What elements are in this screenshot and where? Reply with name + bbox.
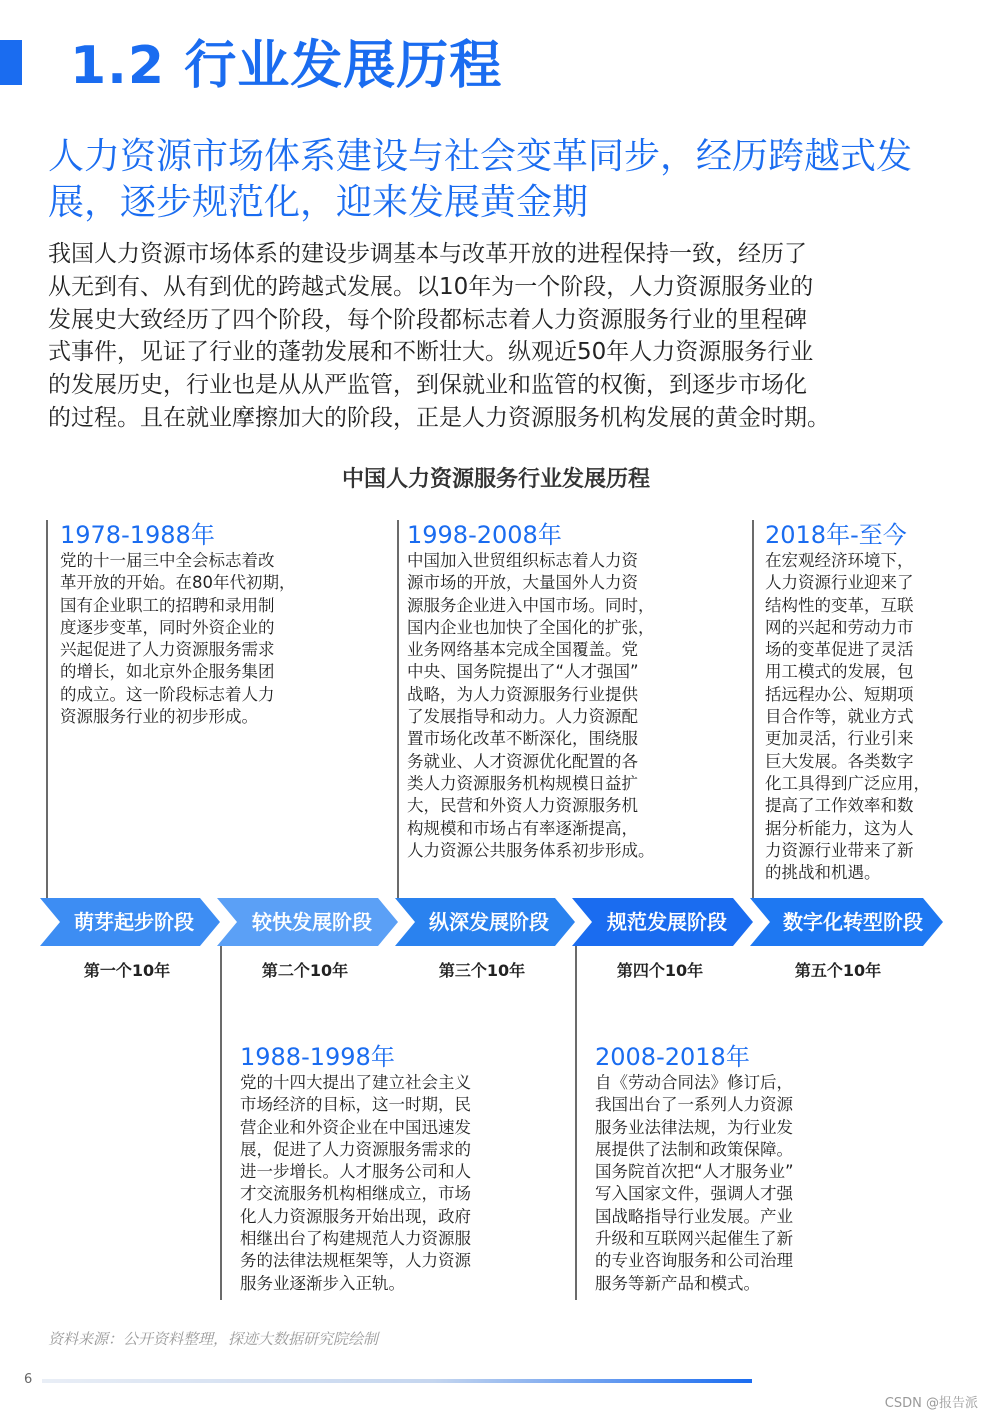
- decade-label: 第二个10年: [261, 961, 349, 980]
- stage-label: 纵深发展阶段: [429, 910, 549, 934]
- period-line: 资源服务行业的初步形成。: [60, 707, 258, 727]
- period-line: 场的变革促进了灵活: [765, 640, 914, 660]
- period-line: 源服务企业进入中国市场。同时，: [407, 595, 655, 615]
- footer-divider: [42, 1379, 752, 1383]
- period-2008-2018: [595, 1042, 794, 1295]
- stage-label: 较快发展阶段: [252, 910, 372, 934]
- period-line: 国战略指导行业发展。产业: [595, 1206, 793, 1226]
- timeline-connector: [220, 946, 222, 1300]
- stage-label: 规范发展阶段: [607, 910, 727, 934]
- period-line: 中央、国务院提出了“人才强国”: [407, 662, 639, 682]
- timeline-connector: [752, 520, 754, 898]
- period-year: 2018年-至今: [765, 521, 907, 549]
- period-line: 写入国家文件，强调人才强: [595, 1184, 793, 1204]
- period-description: [407, 550, 655, 862]
- period-line: 网的兴起和劳动力市: [765, 617, 914, 637]
- watermark: CSDN @报告派: [884, 1396, 978, 1411]
- period-description: [240, 1072, 471, 1295]
- period-1988-1998: [240, 1042, 471, 1295]
- intro-line: 我国人力资源市场体系的建设步调基本与改革开放的进程保持一致，经历了: [48, 241, 807, 267]
- decade-label: 第五个10年: [794, 961, 882, 980]
- period-line: 党的十一届三中全会标志着改: [60, 551, 275, 570]
- source-note: 资料来源：公开资料整理，探迹大数据研究院绘制: [48, 1330, 379, 1348]
- period-line: 置市场化改革不断深化，围绕服: [407, 729, 638, 749]
- decade-label: 第四个10年: [616, 961, 704, 980]
- period-line: 结构性的变革，互联: [765, 595, 914, 615]
- intro-paragraph: [48, 238, 963, 435]
- period-line: 自《劳动合同法》修订后，: [595, 1073, 793, 1092]
- period-line: 在宏观经济环境下，: [765, 551, 914, 570]
- stage-label: 数字化转型阶段: [783, 910, 923, 934]
- period-line: 国内企业也加快了全国化的扩张，: [407, 617, 655, 637]
- intro-line: 发展史大致经历了四个阶段，每个阶段都标志着人力资源服务行业的里程碑: [48, 306, 807, 333]
- period-line: 国务院首次把“人才服务业”: [595, 1162, 794, 1182]
- period-line: 国有企业职工的招聘和录用制: [60, 595, 275, 615]
- title-accent-bar: [0, 40, 22, 85]
- period-1978-1988: [60, 520, 296, 728]
- period-line: 党的十四大提出了建立社会主义: [240, 1073, 471, 1092]
- period-line: 的成立。这一阶段标志着人力: [60, 684, 275, 704]
- period-description: [595, 1072, 794, 1295]
- period-line: 才交流服务机构相继成立，市场: [240, 1184, 471, 1204]
- period-line: 市场经济的目标，这一时期，民: [240, 1095, 471, 1115]
- period-line: 营企业和外资企业在中国迅速发: [240, 1117, 471, 1137]
- timeline-title: 中国人力资源服务行业发展历程: [341, 467, 650, 492]
- period-line: 构规模和市场占有率逐渐提高，: [407, 818, 638, 838]
- period-line: 提高了工作效率和数: [765, 796, 914, 816]
- page-title: 1.2 行业发展历程: [70, 36, 503, 96]
- period-line: 人力资源行业迎来了: [765, 573, 914, 593]
- stage-arrow-band: [40, 898, 945, 946]
- period-line: 务的法律法规框架等，人力资源: [240, 1251, 471, 1271]
- period-line: 服务业逐渐步入正轨。: [240, 1273, 405, 1293]
- intro-line: 的过程。且在就业摩擦加大的阶段，正是人力资源服务机构发展的黄金时期。: [48, 404, 830, 431]
- period-description: [60, 550, 296, 728]
- page-number: 6: [24, 1372, 33, 1387]
- period-line: 度逐步变革，同时外资企业的: [60, 617, 275, 637]
- period-line: 展，促进了人力资源服务需求的: [240, 1139, 471, 1159]
- subtitle-line: 人力资源市场体系建设与社会变革同步，经历跨越式发: [48, 136, 913, 177]
- period-line: 展提供了法制和政策保障。: [595, 1139, 793, 1159]
- intro-line: 的发展历史，行业也是从从严监管，到保就业和监管的权衡，到逐步市场化: [48, 372, 807, 399]
- timeline-connector: [46, 520, 48, 898]
- period-line: 人力资源公共服务体系初步形成。: [407, 840, 655, 860]
- period-line: 括远程办公、短期项: [765, 684, 914, 704]
- period-line: 的挑战和机遇。: [765, 863, 881, 883]
- stage-label: 萌芽起步阶段: [74, 910, 194, 934]
- section-subtitle: [48, 134, 958, 226]
- intro-line: 式事件，见证了行业的蓬勃发展和不断壮大。纵观近50年人力资源服务行业: [48, 339, 814, 366]
- period-line: 源市场的开放，大量国外人力资: [407, 573, 638, 593]
- period-line: 目合作等，就业方式: [765, 707, 914, 727]
- period-line: 进一步增长。人才服务公司和人: [240, 1162, 471, 1182]
- period-line: 大，民营和外资人力资源服务机: [407, 796, 638, 816]
- period-line: 化工具得到广泛应用，: [765, 773, 930, 793]
- period-line: 用工模式的发展，包: [765, 662, 914, 682]
- period-line: 业务网络基本完成全国覆盖。党: [407, 640, 638, 660]
- period-line: 务就业、人才资源优化配置的各: [407, 751, 638, 771]
- period-2018-present: [765, 520, 930, 884]
- period-line: 相继出台了构建规范人力资源服: [240, 1229, 471, 1249]
- period-description: [765, 550, 930, 884]
- period-line: 战略，为人力资源服务行业提供: [407, 684, 638, 704]
- period-year: 1978-1988年: [60, 521, 215, 549]
- period-line: 兴起促进了人力资源服务需求: [60, 640, 275, 660]
- period-line: 的专业咨询服务和公司治理: [595, 1251, 793, 1271]
- period-line: 力资源行业带来了新: [765, 840, 914, 860]
- timeline-connector: [397, 520, 399, 898]
- decade-label: 第一个10年: [83, 961, 171, 980]
- period-line: 化人力资源服务开始出现，政府: [240, 1206, 471, 1226]
- timeline-connector: [575, 946, 577, 1300]
- period-line: 中国加入世贸组织标志着人力资: [407, 551, 638, 570]
- period-year: 2008-2018年: [595, 1043, 750, 1071]
- subtitle-line: 展，逐步规范化，迎来发展黄金期: [48, 182, 589, 223]
- period-line: 革开放的开始。在80年代初期，: [60, 573, 296, 593]
- period-line: 我国出台了一系列人力资源: [595, 1095, 793, 1115]
- period-line: 升级和互联网兴起催生了新: [595, 1229, 793, 1249]
- decade-label: 第三个10年: [438, 961, 526, 980]
- period-line: 了发展指导和动力。人力资源配: [407, 707, 638, 727]
- period-line: 的增长，如北京外企服务集团: [60, 662, 275, 682]
- period-line: 巨大发展。各类数字: [765, 751, 914, 771]
- period-year: 1988-1998年: [240, 1043, 395, 1071]
- period-line: 服务等新产品和模式。: [595, 1273, 760, 1293]
- period-line: 更加灵活，行业引来: [765, 729, 914, 749]
- period-1998-2008: [407, 520, 655, 862]
- period-line: 类人力资源服务机构规模日益扩: [407, 773, 638, 793]
- period-line: 据分析能力，这为人: [765, 818, 914, 838]
- period-year: 1998-2008年: [407, 521, 562, 549]
- intro-line: 从无到有、从有到优的跨越式发展。以10年为一个阶段，人力资源服务业的: [48, 273, 814, 300]
- period-line: 服务业法律法规，为行业发: [595, 1117, 793, 1137]
